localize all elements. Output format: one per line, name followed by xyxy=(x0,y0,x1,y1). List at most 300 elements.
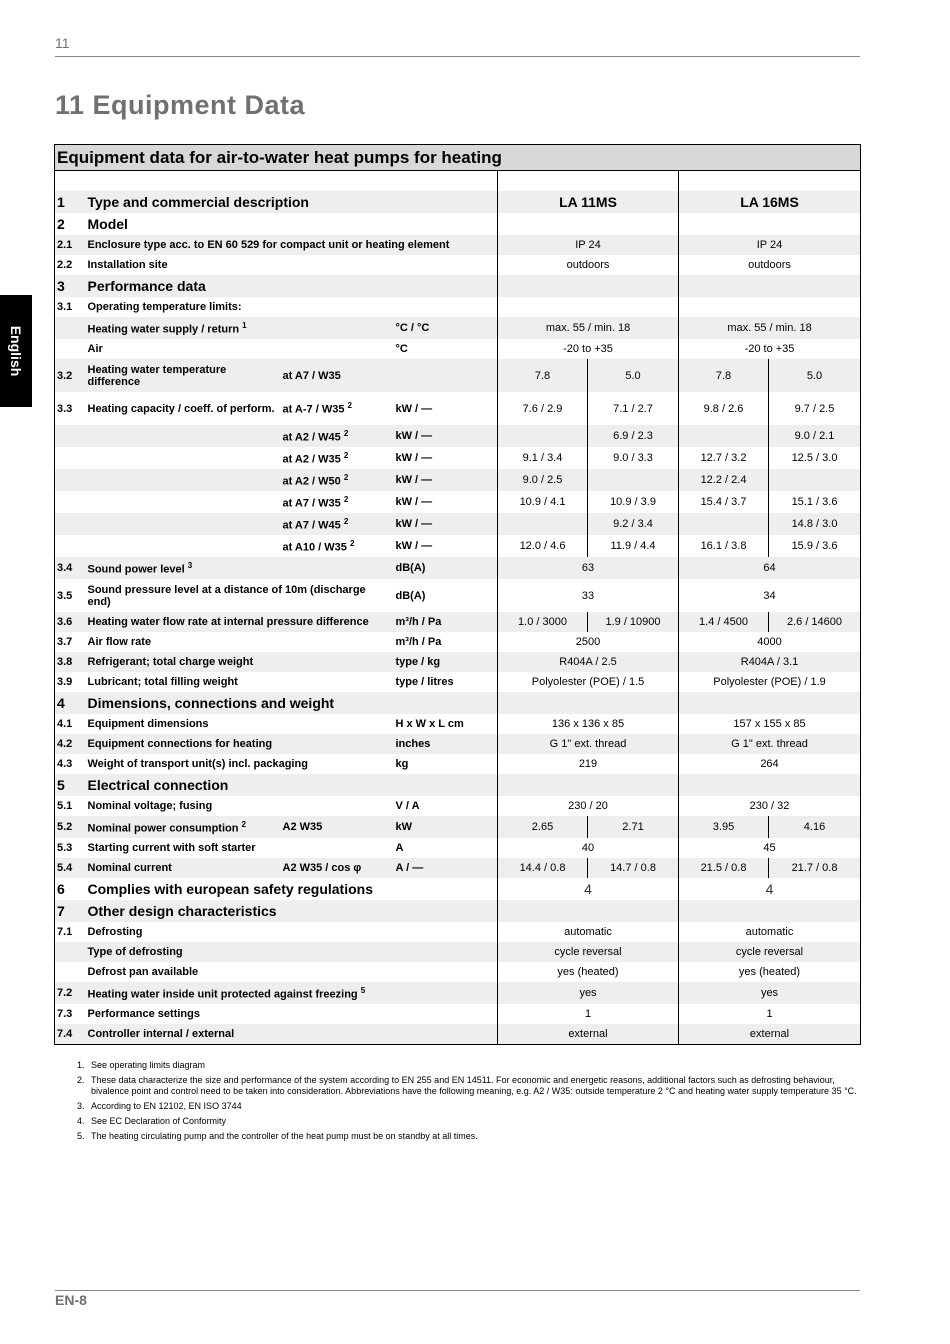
value-la16ms: LA 16MS xyxy=(679,191,861,213)
value-la16ms-b: 4.16 xyxy=(769,816,861,838)
row-condition-text: at A2 / W50 xyxy=(282,475,341,488)
value-la16ms xyxy=(679,774,861,796)
value-la11ms: 33 xyxy=(498,579,679,612)
row-condition xyxy=(281,816,394,838)
row-label-text: Nominal power consumption xyxy=(87,822,239,835)
row-label-text: Heating water flow rate at internal pressure difference xyxy=(87,616,369,628)
value-la16ms-b: 2.6 / 14600 xyxy=(769,612,861,632)
value-la16ms: yes xyxy=(679,982,861,1004)
table-spacer-row xyxy=(55,171,861,192)
value-la11ms: 230 / 20 xyxy=(498,796,679,816)
table-row xyxy=(55,513,861,535)
row-number: 1 xyxy=(55,191,86,213)
value-la16ms: automatic xyxy=(679,922,861,942)
row-number xyxy=(55,469,86,491)
footnote-ref: 2 xyxy=(343,516,349,526)
row-condition-text: A2 W35 / cos φ xyxy=(282,862,362,874)
value-la11ms-a: 9.1 / 3.4 xyxy=(498,447,588,469)
value-la16ms-b: 9.7 / 2.5 xyxy=(769,392,861,425)
value-la16ms-a: 12.7 / 3.2 xyxy=(679,447,769,469)
value-la16ms-a xyxy=(679,425,769,447)
row-condition-text: at A-7 / W35 xyxy=(282,403,345,416)
table-row xyxy=(55,858,861,878)
row-condition-text: A2 W35 xyxy=(282,821,323,833)
table-row xyxy=(55,632,861,652)
row-label xyxy=(86,255,498,275)
value-la11ms-b: 5.0 xyxy=(588,359,679,392)
row-unit: H x W x L cm xyxy=(395,718,464,730)
table-row xyxy=(55,317,861,339)
footnote-ref: 2 xyxy=(343,450,349,460)
value-la11ms xyxy=(498,275,679,297)
row-unit: A xyxy=(395,842,404,854)
table-heading-row xyxy=(55,145,861,171)
table-row xyxy=(55,535,861,557)
row-label xyxy=(86,275,498,297)
table-row xyxy=(55,962,861,982)
row-label xyxy=(86,692,498,714)
row-condition-text: at A7 / W45 xyxy=(282,519,341,532)
value-la16ms: 264 xyxy=(679,754,861,774)
table-row xyxy=(55,425,861,447)
row-number: 5.4 xyxy=(55,858,86,878)
row-number xyxy=(55,425,86,447)
value-la16ms-b: 15.1 / 3.6 xyxy=(769,491,861,513)
row-label xyxy=(86,1004,498,1024)
row-unit: m³/h / Pa xyxy=(394,612,498,632)
footnote-item: 2. These data characterize the size and performance of the system according to EN 255 and EN 14511. For economic and energetic reasons, additional factors such as defrosting behaviour, bivalence point and control need to be taken into consideration. Abbreviations have the following meaning, e.g. A2 / W35: outside temperature 2 °C and heating water supply temperature 35 °C. xyxy=(87,1075,857,1097)
row-label xyxy=(86,878,498,900)
table-row xyxy=(55,392,861,425)
table-row xyxy=(55,900,861,922)
row-unit: m³/h / Pa xyxy=(395,636,442,648)
row-number: 5 xyxy=(55,774,86,796)
row-label xyxy=(86,235,498,255)
value-la11ms-a: 1.0 / 3000 xyxy=(498,612,588,632)
value-la11ms-a: 10.9 / 4.1 xyxy=(498,491,588,513)
table-row xyxy=(55,982,861,1004)
value-la11ms-b: 10.9 / 3.9 xyxy=(588,491,679,513)
row-label xyxy=(86,513,281,535)
table-row xyxy=(55,816,861,838)
value-la11ms: LA 11MS xyxy=(498,191,679,213)
row-label xyxy=(86,491,281,513)
table-row xyxy=(55,1024,861,1044)
row-label-text: Heating water temperature difference xyxy=(87,363,227,388)
value-la16ms: 4 xyxy=(679,878,861,900)
row-label xyxy=(86,982,498,1004)
row-number: 3.1 xyxy=(55,297,86,317)
row-condition-text: at A2 / W45 xyxy=(282,431,341,444)
row-label-text: Starting current with soft starter xyxy=(87,842,256,854)
row-number: 3.3 xyxy=(55,392,86,425)
row-label xyxy=(86,359,281,392)
table-row xyxy=(55,359,861,392)
row-label-text: Complies with european safety regulations xyxy=(87,881,374,897)
equipment-data-table xyxy=(54,144,860,1045)
value-la16ms: 230 / 32 xyxy=(679,796,861,816)
row-label-text: Nominal current xyxy=(87,862,172,874)
row-unit: dB(A) xyxy=(394,557,498,579)
row-label-text: Defrost pan available xyxy=(87,966,199,978)
row-number xyxy=(55,942,86,962)
row-label xyxy=(86,392,281,425)
row-label xyxy=(86,796,394,816)
row-number: 5.2 xyxy=(55,816,86,838)
value-la16ms: external xyxy=(679,1024,861,1044)
row-number: 4.1 xyxy=(55,714,86,734)
value-la16ms: 45 xyxy=(679,838,861,858)
value-la16ms: R404A / 3.1 xyxy=(679,652,861,672)
row-label xyxy=(86,774,498,796)
page-title: 11 Equipment Data xyxy=(55,90,306,120)
table-row xyxy=(55,213,861,235)
footnote-item: 1. See operating limits diagram xyxy=(87,1060,857,1071)
row-unit: kW / — xyxy=(395,496,433,508)
row-number: 2.2 xyxy=(55,255,86,275)
value-la16ms: cycle reversal xyxy=(679,942,861,962)
row-unit: °C xyxy=(395,343,408,355)
value-la11ms-a: 9.0 / 2.5 xyxy=(498,469,588,491)
table-row xyxy=(55,447,861,469)
row-label xyxy=(86,557,394,579)
row-unit: kW / — xyxy=(394,425,498,447)
value-la11ms: 63 xyxy=(498,557,679,579)
row-condition-text: at A7 / W35 xyxy=(282,369,341,382)
value-la11ms: cycle reversal xyxy=(498,942,679,962)
row-condition xyxy=(281,858,394,878)
row-number: 3.2 xyxy=(55,359,86,392)
row-label xyxy=(86,632,394,652)
table-row xyxy=(55,469,861,491)
value-la16ms: G 1" ext. thread xyxy=(679,734,861,754)
value-la11ms-b: 9.2 / 3.4 xyxy=(588,513,679,535)
value-la16ms-b: 5.0 xyxy=(769,359,861,392)
row-unit: kW / — xyxy=(395,540,433,552)
value-la16ms: max. 55 / min. 18 xyxy=(679,317,861,339)
value-la11ms-b: 6.9 / 2.3 xyxy=(588,425,679,447)
row-label xyxy=(86,612,394,632)
page-number: 11 xyxy=(55,35,70,51)
row-unit: dB(A) xyxy=(395,589,426,602)
row-unit: A / — xyxy=(394,858,498,878)
row-condition xyxy=(281,425,394,447)
row-label-text: Performance settings xyxy=(87,1008,200,1020)
table-row xyxy=(55,297,861,317)
value-la16ms-a xyxy=(679,513,769,535)
row-label xyxy=(86,425,281,447)
value-la11ms xyxy=(498,692,679,714)
row-condition xyxy=(281,447,394,469)
row-label xyxy=(86,213,498,235)
table-row xyxy=(55,652,861,672)
row-number: 5.3 xyxy=(55,838,86,858)
footer-page-label: EN-8 xyxy=(55,1292,87,1308)
row-number: 2 xyxy=(55,213,86,235)
row-unit: type / kg xyxy=(394,652,498,672)
table-row xyxy=(55,878,861,900)
row-label xyxy=(86,339,394,359)
value-la16ms-a: 16.1 / 3.8 xyxy=(679,535,769,557)
row-label-text: Sound pressure level at a distance of 10m (discharge end) xyxy=(87,583,366,608)
value-la11ms-b: 9.0 / 3.3 xyxy=(588,447,679,469)
value-la11ms-b: 1.9 / 10900 xyxy=(588,612,679,632)
row-number: 4.3 xyxy=(55,754,86,774)
row-condition xyxy=(281,535,394,557)
row-label-text: Refrigerant; total charge weight xyxy=(87,656,254,668)
row-number: 7.4 xyxy=(55,1024,86,1044)
value-la11ms-b: 14.7 / 0.8 xyxy=(588,858,679,878)
value-la16ms xyxy=(679,213,861,235)
table-row xyxy=(55,557,861,579)
row-label xyxy=(86,816,281,838)
footnote-ref: 2 xyxy=(241,819,246,829)
value-la16ms: 64 xyxy=(679,557,861,579)
row-number: 7.1 xyxy=(55,922,86,942)
value-la11ms: 40 xyxy=(498,838,679,858)
footnote-ref: 1 xyxy=(242,320,247,330)
row-label xyxy=(86,535,281,557)
row-label-text: Equipment connections for heating xyxy=(87,738,273,750)
row-unit: kW / — xyxy=(395,452,433,464)
value-la16ms xyxy=(679,297,861,317)
value-la11ms: -20 to +35 xyxy=(498,339,679,359)
value-la11ms-a: 14.4 / 0.8 xyxy=(498,858,588,878)
row-number xyxy=(55,513,86,535)
row-label xyxy=(86,754,394,774)
row-label-text: Other design characteristics xyxy=(87,903,277,919)
value-la16ms-a: 1.4 / 4500 xyxy=(679,612,769,632)
footnote-ref: 2 xyxy=(343,428,349,438)
row-label-text: Equipment dimensions xyxy=(87,718,209,730)
row-number: 3 xyxy=(55,275,86,297)
row-label-text: Defrosting xyxy=(87,926,143,938)
table-row xyxy=(55,235,861,255)
value-la16ms: 157 x 155 x 85 xyxy=(679,714,861,734)
footnote-ref: 2 xyxy=(347,401,352,411)
row-label xyxy=(86,962,498,982)
footnote-ref: 3 xyxy=(187,560,193,570)
value-la11ms: automatic xyxy=(498,922,679,942)
row-label-text: Type and commercial description xyxy=(87,194,309,210)
value-la11ms: 219 xyxy=(498,754,679,774)
value-la16ms-a: 12.2 / 2.4 xyxy=(679,469,769,491)
value-la16ms: Polyolester (POE) / 1.9 xyxy=(679,672,861,692)
row-condition xyxy=(281,491,394,513)
value-la16ms: 4000 xyxy=(679,632,861,652)
footnote-ref: 2 xyxy=(343,494,349,504)
table-row xyxy=(55,754,861,774)
row-number xyxy=(55,339,86,359)
language-tab-label: English xyxy=(8,325,24,377)
row-label xyxy=(86,652,394,672)
row-label-text: Model xyxy=(87,216,128,232)
footnote-item: 3. According to EN 12102, EN ISO 3744 xyxy=(87,1101,857,1112)
value-la11ms: 136 x 136 x 85 xyxy=(498,714,679,734)
value-la11ms: G 1" ext. thread xyxy=(498,734,679,754)
footnote-item: 5. The heating circulating pump and the controller of the heat pump must be on standby at all times. xyxy=(87,1131,857,1142)
row-number xyxy=(55,491,86,513)
table-row xyxy=(55,612,861,632)
row-number: 7.2 xyxy=(55,982,86,1004)
value-la16ms xyxy=(679,692,861,714)
row-label xyxy=(86,672,394,692)
row-label-text: Air xyxy=(87,343,103,355)
row-unit xyxy=(394,359,498,392)
table-row xyxy=(55,838,861,858)
row-number: 3.4 xyxy=(55,557,86,579)
value-la16ms-b: 21.7 / 0.8 xyxy=(769,858,861,878)
top-rule xyxy=(55,56,860,57)
value-la11ms: R404A / 2.5 xyxy=(498,652,679,672)
value-la11ms-a: 2.65 xyxy=(498,816,588,838)
table-row xyxy=(55,255,861,275)
row-label-text: Air flow rate xyxy=(87,636,152,648)
row-number: 6 xyxy=(55,878,86,900)
table-row xyxy=(55,734,861,754)
value-la11ms-a: 12.0 / 4.6 xyxy=(498,535,588,557)
table-row xyxy=(55,774,861,796)
table-row xyxy=(55,796,861,816)
value-la11ms-b: 11.9 / 4.4 xyxy=(588,535,679,557)
value-la16ms-a: 9.8 / 2.6 xyxy=(679,392,769,425)
value-la11ms: Polyolester (POE) / 1.5 xyxy=(498,672,679,692)
table-row xyxy=(55,714,861,734)
row-number xyxy=(55,962,86,982)
row-label xyxy=(86,942,498,962)
row-label xyxy=(86,469,281,491)
row-unit: kW / — xyxy=(394,469,498,491)
row-label-text: Installation site xyxy=(87,259,168,271)
value-la11ms-a: 7.6 / 2.9 xyxy=(498,392,588,425)
value-la16ms: outdoors xyxy=(679,255,861,275)
row-number: 3.6 xyxy=(55,612,86,632)
value-la11ms xyxy=(498,297,679,317)
row-unit: °C / °C xyxy=(394,317,498,339)
row-number: 5.1 xyxy=(55,796,86,816)
row-label-text: Enclosure type acc. to EN 60 529 for compact unit or heating element xyxy=(87,239,450,251)
value-la11ms-b: 7.1 / 2.7 xyxy=(588,392,679,425)
table-row xyxy=(55,339,861,359)
value-la11ms: 1 xyxy=(498,1004,679,1024)
footnote-ref: 2 xyxy=(349,538,355,548)
row-unit: type / litres xyxy=(395,676,454,688)
row-condition-text: at A10 / W35 xyxy=(282,541,347,554)
row-number: 4.2 xyxy=(55,734,86,754)
row-label-text: Operating temperature limits: xyxy=(87,301,242,313)
row-number: 3.7 xyxy=(55,632,86,652)
row-label-text: Sound power level xyxy=(87,563,185,576)
row-label-text: Heating water inside unit protected against freezing xyxy=(87,988,358,1001)
table-heading: Equipment data for air-to-water heat pumps for heating xyxy=(55,145,861,171)
value-la16ms-b: 12.5 / 3.0 xyxy=(769,447,861,469)
value-la11ms-a xyxy=(498,425,588,447)
language-tab xyxy=(0,295,32,407)
row-label-text: Controller internal / external xyxy=(87,1027,235,1040)
table-row xyxy=(55,672,861,692)
value-la16ms: IP 24 xyxy=(679,235,861,255)
row-label-text: Performance data xyxy=(87,278,206,294)
value-la16ms-a: 3.95 xyxy=(679,816,769,838)
value-la11ms xyxy=(498,774,679,796)
row-unit: kW / — xyxy=(395,402,433,415)
row-condition xyxy=(281,469,394,491)
value-la16ms: yes (heated) xyxy=(679,962,861,982)
value-la11ms-b xyxy=(588,469,679,491)
row-condition-text: at A2 / W35 xyxy=(282,453,341,466)
value-la16ms-a: 7.8 xyxy=(679,359,769,392)
row-label-text: Weight of transport unit(s) incl. packaging xyxy=(87,758,308,770)
value-la11ms-a xyxy=(498,513,588,535)
footnotes xyxy=(77,1060,857,1146)
row-number: 2.1 xyxy=(55,235,86,255)
row-number: 3.9 xyxy=(55,672,86,692)
value-la16ms-b: 9.0 / 2.1 xyxy=(769,425,861,447)
row-unit: V / A xyxy=(395,800,420,812)
row-number: 7.3 xyxy=(55,1004,86,1024)
footnote-ref: 2 xyxy=(343,472,349,482)
row-unit: kW xyxy=(394,816,498,838)
row-condition-text: at A7 / W35 xyxy=(282,497,341,510)
row-label xyxy=(86,838,394,858)
row-unit: kg xyxy=(395,758,409,770)
row-label-text: Nominal voltage; fusing xyxy=(87,800,213,812)
row-label xyxy=(86,858,281,878)
row-label xyxy=(86,447,281,469)
value-la16ms xyxy=(679,275,861,297)
value-la11ms: yes xyxy=(498,982,679,1004)
value-la11ms: max. 55 / min. 18 xyxy=(498,317,679,339)
value-la11ms xyxy=(498,213,679,235)
value-la16ms: 1 xyxy=(679,1004,861,1024)
value-la16ms xyxy=(679,900,861,922)
table-row xyxy=(55,579,861,612)
row-label-text: Type of defrosting xyxy=(87,946,183,958)
row-unit: inches xyxy=(394,734,498,754)
value-la16ms-b: 15.9 / 3.6 xyxy=(769,535,861,557)
bottom-rule xyxy=(55,1290,860,1291)
footnote-item: 4. See EC Declaration of Conformity xyxy=(87,1116,857,1127)
row-label xyxy=(86,191,498,213)
row-unit: kW / — xyxy=(394,513,498,535)
row-condition xyxy=(281,392,394,425)
row-condition xyxy=(281,513,394,535)
value-la11ms: 2500 xyxy=(498,632,679,652)
row-label-text: Electrical connection xyxy=(87,777,229,793)
row-label xyxy=(86,317,394,339)
table-row xyxy=(55,491,861,513)
row-label xyxy=(86,900,498,922)
table-row xyxy=(55,191,861,213)
row-number: 3.8 xyxy=(55,652,86,672)
row-label xyxy=(86,922,498,942)
value-la11ms xyxy=(498,900,679,922)
value-la16ms-b xyxy=(769,469,861,491)
value-la16ms: -20 to +35 xyxy=(679,339,861,359)
row-label xyxy=(86,579,394,612)
value-la16ms-a: 21.5 / 0.8 xyxy=(679,858,769,878)
row-number xyxy=(55,535,86,557)
table-row xyxy=(55,922,861,942)
table-row xyxy=(55,942,861,962)
value-la16ms-b: 14.8 / 3.0 xyxy=(769,513,861,535)
row-label-text: Heating capacity / coeff. of perform. xyxy=(87,402,275,415)
row-label-text: Lubricant; total filling weight xyxy=(87,676,238,688)
row-label xyxy=(86,734,394,754)
value-la11ms-b: 2.71 xyxy=(588,816,679,838)
row-label xyxy=(86,1024,498,1044)
table-row xyxy=(55,275,861,297)
